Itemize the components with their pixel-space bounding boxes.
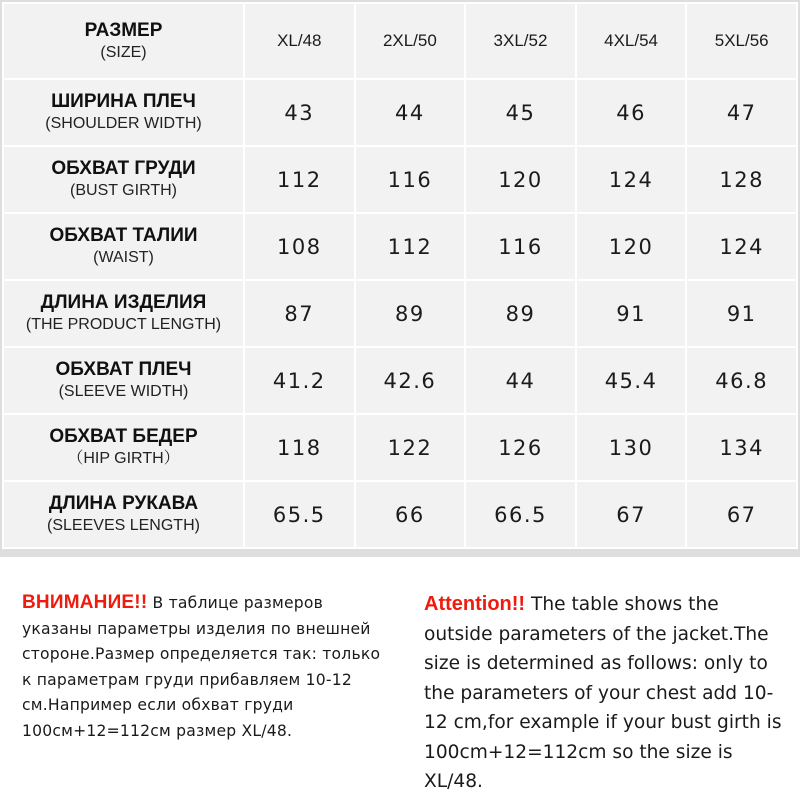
row-label-cell xyxy=(3,481,244,548)
cell-value: 112 xyxy=(277,167,322,192)
cell-value: 67 xyxy=(726,502,757,527)
cell-value: 43 xyxy=(284,100,315,125)
attention-note-english xyxy=(424,590,788,797)
size-column-label: 5XL/56 xyxy=(714,31,769,50)
table-cell xyxy=(244,213,355,280)
cell-value: 89 xyxy=(395,301,425,326)
cell-value: 130 xyxy=(608,435,654,460)
cell-value: 46.8 xyxy=(715,368,769,393)
table-header-row xyxy=(3,3,797,79)
row-label-cell xyxy=(3,414,244,481)
cell-value: 118 xyxy=(277,435,322,460)
table-cell xyxy=(244,280,355,347)
attention-text-english: The table shows the outside parameters of the jacket.The size is determined as follows: only to the parameters of your chest add 10-12 cm,for example if your bust girth is 100cm+12=112cm so the size is XL/48. xyxy=(424,594,782,792)
table-cell xyxy=(576,347,687,414)
row-label: ДЛИНА РУКАВА xyxy=(48,493,199,514)
row-sublabel: (THE PRODUCT LENGTH) xyxy=(25,316,222,333)
table-cell xyxy=(465,280,576,347)
table-cell xyxy=(465,481,576,548)
table-cell xyxy=(465,414,576,481)
table-cell xyxy=(244,79,355,146)
table-cell xyxy=(465,347,576,414)
cell-value: 47 xyxy=(726,100,757,125)
attention-heading-english: Attention!! xyxy=(424,593,526,615)
table-cell xyxy=(576,146,687,213)
size-table xyxy=(2,2,798,549)
table-cell xyxy=(686,414,797,481)
table-row xyxy=(3,280,797,347)
size-column-header xyxy=(244,3,355,79)
size-column-header xyxy=(465,3,576,79)
row-label-cell xyxy=(3,213,244,280)
cell-value: 112 xyxy=(387,234,433,259)
cell-value: 89 xyxy=(505,301,536,326)
row-label: ОБХВАТ ГРУДИ xyxy=(51,158,196,179)
cell-value: 42.6 xyxy=(383,368,437,393)
table-cell xyxy=(355,414,466,481)
cell-value: 65.5 xyxy=(272,502,326,527)
size-header-sublabel: (SIZE) xyxy=(100,43,147,61)
table-cell xyxy=(686,481,797,548)
cell-value: 126 xyxy=(498,435,543,460)
table-row xyxy=(3,146,797,213)
table-cell xyxy=(686,146,797,213)
table-row xyxy=(3,213,797,280)
cell-value: 134 xyxy=(719,435,764,460)
table-row xyxy=(3,79,797,146)
table-cell xyxy=(576,280,687,347)
size-column-label: 4XL/54 xyxy=(604,31,659,50)
cell-value: 116 xyxy=(498,234,543,259)
table-cell xyxy=(686,213,797,280)
table-cell xyxy=(686,347,797,414)
table-cell xyxy=(355,481,466,548)
row-label: ШИРИНА ПЛЕЧ xyxy=(51,91,196,112)
table-cell xyxy=(244,347,355,414)
table-cell xyxy=(355,79,466,146)
table-cell xyxy=(465,146,576,213)
cell-value: 46 xyxy=(616,100,646,125)
table-cell xyxy=(244,414,355,481)
row-label-cell xyxy=(3,79,244,146)
cell-value: 108 xyxy=(277,234,322,259)
table-cell xyxy=(355,280,466,347)
row-sublabel: (SLEEVE WIDTH) xyxy=(58,383,189,400)
size-column-header xyxy=(686,3,797,79)
cell-value: 45 xyxy=(505,100,536,125)
cell-value: 120 xyxy=(608,234,654,259)
table-cell xyxy=(576,79,687,146)
cell-value: 44 xyxy=(505,368,536,393)
cell-value: 67 xyxy=(616,502,646,527)
row-label: ОБХВАТ БЕДЕР xyxy=(49,426,198,447)
table-cell xyxy=(465,213,576,280)
row-label: ОБХВАТ ТАЛИИ xyxy=(49,225,198,246)
attention-heading-russian: ВНИМАНИЕ!! xyxy=(22,592,148,613)
attention-text-russian: В таблице размеров указаны параметры изделия по внешней стороне.Размер определяется так: только к параметрам груди прибавляем 10-12 см.Например если обхват груди 100см+12=112см размер XL/48. xyxy=(22,594,381,740)
row-label-cell xyxy=(3,280,244,347)
row-sublabel: (WAIST) xyxy=(93,249,154,266)
row-label: ОБХВАТ ПЛЕЧ xyxy=(55,359,192,380)
cell-value: 128 xyxy=(719,167,764,192)
cell-value: 87 xyxy=(284,301,315,326)
table-cell xyxy=(576,213,687,280)
table-row xyxy=(3,414,797,481)
table-cell xyxy=(576,414,687,481)
table-row xyxy=(3,481,797,548)
row-label: ДЛИНА ИЗДЕЛИЯ xyxy=(40,292,207,313)
table-cell xyxy=(465,79,576,146)
cell-value: 41.2 xyxy=(272,368,326,393)
table-cell xyxy=(576,481,687,548)
table-cell xyxy=(355,146,466,213)
row-sublabel: （HIP GIRTH） xyxy=(67,450,180,467)
size-column-label: 2XL/50 xyxy=(382,31,437,50)
row-sublabel: (SHOULDER WIDTH) xyxy=(45,115,202,132)
row-sublabel: (BUST GIRTH) xyxy=(70,182,177,199)
table-row xyxy=(3,347,797,414)
cell-value: 66.5 xyxy=(494,502,547,527)
cell-value: 91 xyxy=(616,301,646,326)
size-column-label: XL/48 xyxy=(277,31,322,50)
attention-note-russian xyxy=(22,590,388,744)
table-cell xyxy=(244,481,355,548)
row-sublabel: (SLEEVES LENGTH) xyxy=(47,517,200,534)
cell-value: 66 xyxy=(395,502,425,527)
size-header-label: РАЗМЕР xyxy=(84,19,163,41)
table-cell xyxy=(355,347,466,414)
row-label-cell xyxy=(3,146,244,213)
cell-value: 44 xyxy=(395,100,425,125)
size-column-header xyxy=(576,3,687,79)
cell-value: 122 xyxy=(387,435,433,460)
table-cell xyxy=(244,146,355,213)
header-label-cell xyxy=(3,3,244,79)
size-column-header xyxy=(355,3,466,79)
cell-value: 124 xyxy=(719,234,764,259)
cell-value: 120 xyxy=(498,167,543,192)
table-cell xyxy=(686,79,797,146)
cell-value: 116 xyxy=(387,167,433,192)
row-label-cell xyxy=(3,347,244,414)
table-cell xyxy=(355,213,466,280)
table-cell xyxy=(686,280,797,347)
cell-value: 91 xyxy=(726,301,757,326)
cell-value: 124 xyxy=(608,167,654,192)
size-column-label: 3XL/52 xyxy=(493,31,548,50)
cell-value: 45.4 xyxy=(604,368,658,393)
